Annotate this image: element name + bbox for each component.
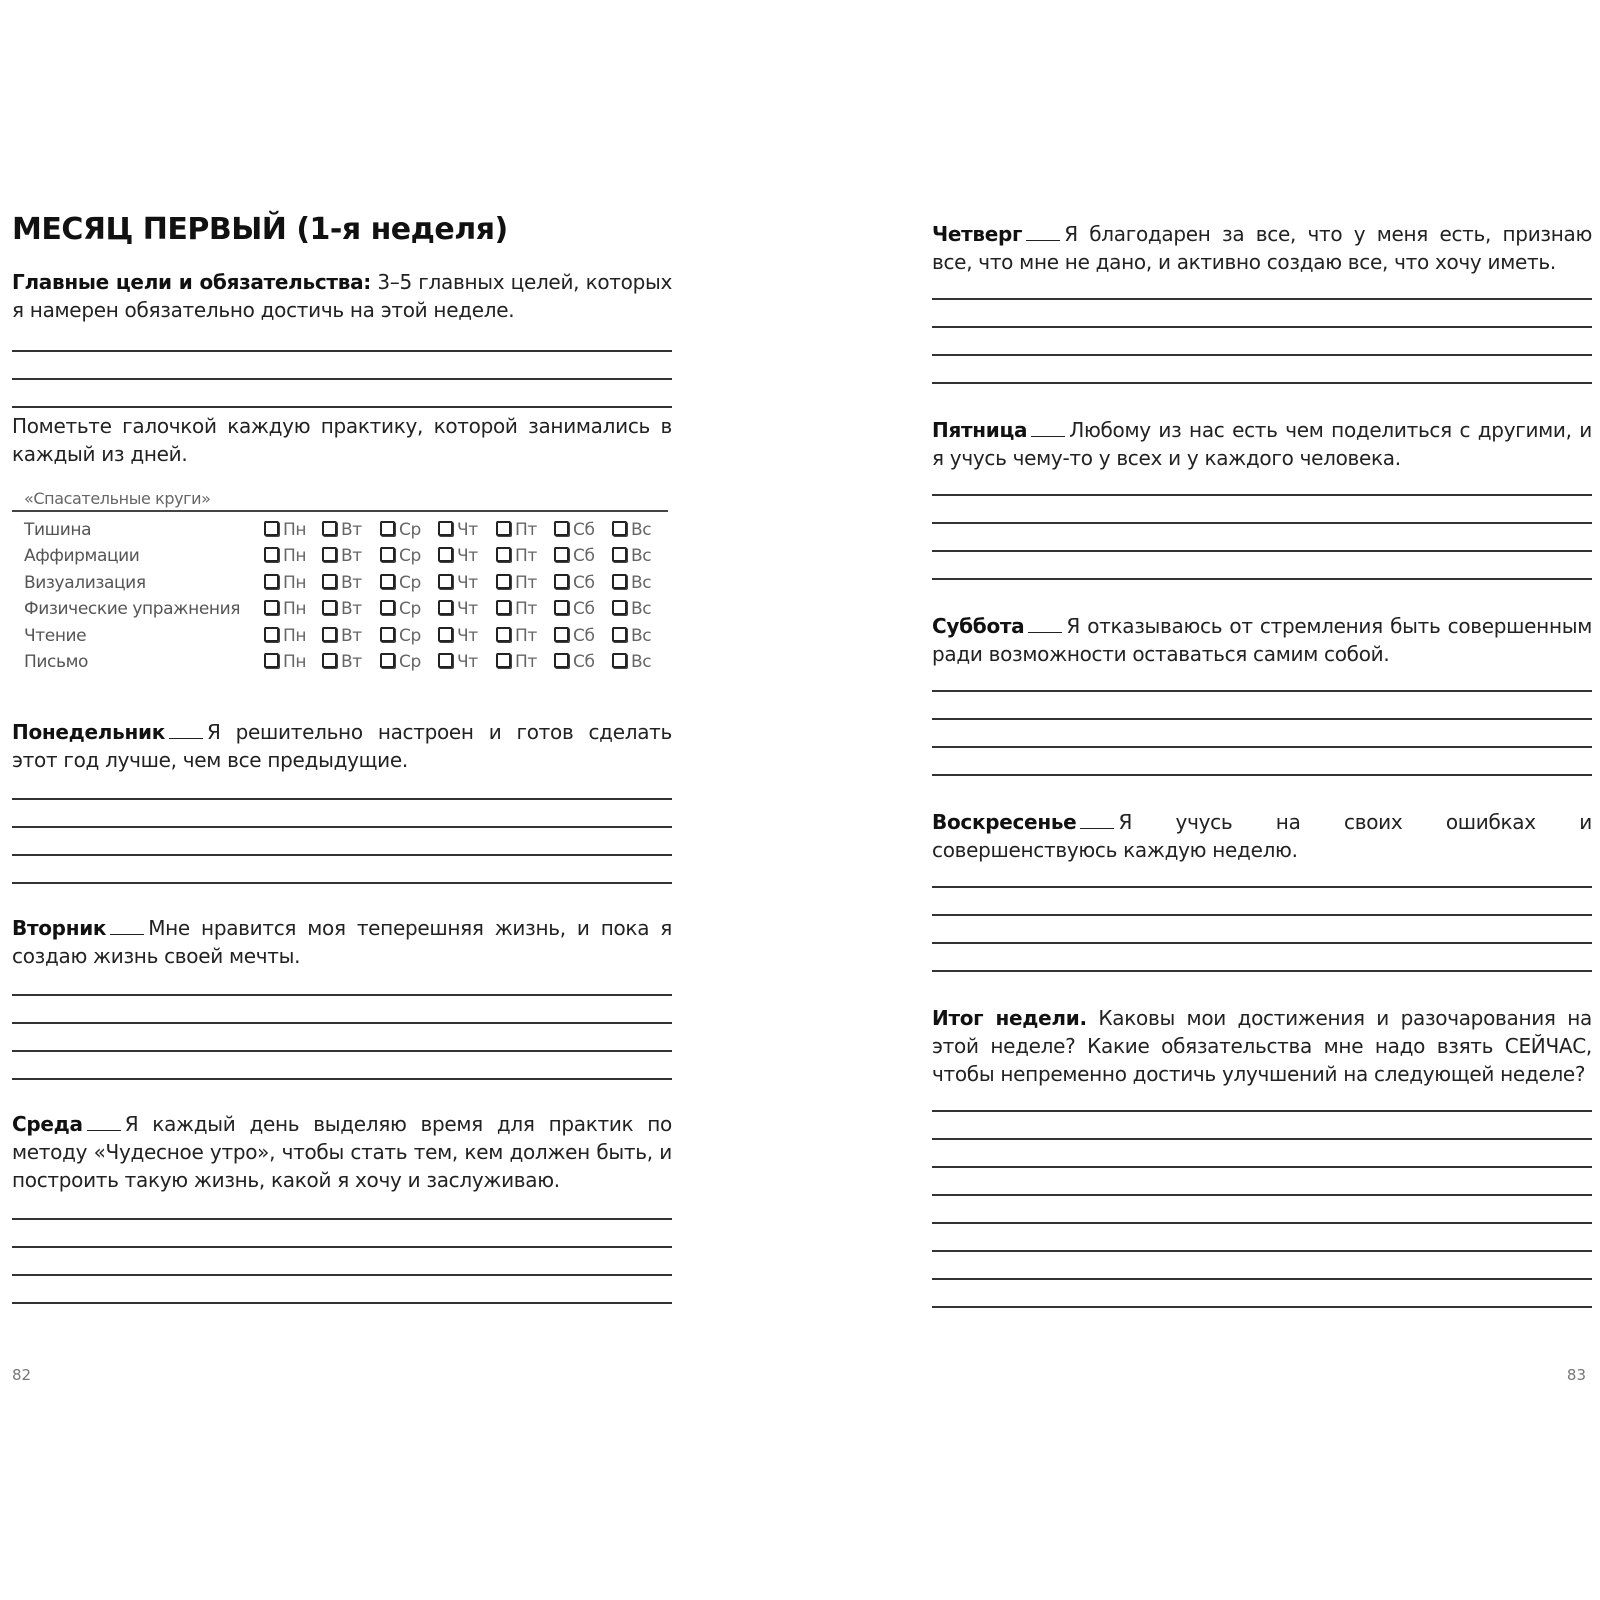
practice-name: Тишина — [24, 520, 92, 540]
day-checkbox[interactable] — [496, 626, 537, 646]
day-checkbox[interactable] — [322, 626, 362, 646]
checkbox-icon[interactable] — [380, 653, 395, 668]
checkbox-icon[interactable] — [264, 627, 279, 642]
entry-thursday — [932, 220, 1592, 276]
day-checkbox[interactable] — [322, 573, 362, 593]
day-checkbox[interactable] — [380, 652, 421, 672]
checkbox-icon[interactable] — [496, 521, 511, 536]
day-label: Сб — [573, 546, 595, 567]
checkbox-icon[interactable] — [322, 600, 337, 615]
checkbox-icon[interactable] — [380, 600, 395, 615]
writing-line[interactable] — [12, 1022, 672, 1024]
day-checkbox[interactable] — [380, 546, 421, 566]
day-checkbox[interactable] — [496, 599, 537, 619]
day-checkbox[interactable] — [264, 652, 306, 672]
writing-line[interactable] — [12, 378, 672, 380]
checkbox-icon[interactable] — [496, 547, 511, 562]
writing-line[interactable] — [12, 994, 672, 996]
writing-line[interactable] — [12, 1078, 672, 1080]
checkbox-icon[interactable] — [322, 653, 337, 668]
day-check-blank[interactable] — [1026, 239, 1060, 241]
day-label: Пт — [515, 546, 537, 567]
day-label: Сб — [573, 625, 595, 646]
entry-day: Среда — [12, 1112, 83, 1136]
day-checkbox[interactable] — [612, 546, 651, 566]
writing-line[interactable] — [932, 354, 1592, 356]
entry-wednesday — [12, 1110, 672, 1194]
entry-tuesday — [12, 914, 672, 970]
writing-line[interactable] — [932, 326, 1592, 328]
checkbox-icon[interactable] — [264, 574, 279, 589]
day-checkbox[interactable] — [438, 546, 478, 566]
day-label: Вс — [631, 652, 652, 672]
goals-text: 3–5 главных целей, которых я намерен обязательно достичь на этой неделе. — [12, 270, 673, 322]
entry-affirmation: Я благодарен за все, что у меня есть, признаю все, что мне не дано, и активно создаю все, что хочу иметь. — [932, 222, 1592, 274]
day-checkbox[interactable] — [380, 573, 421, 593]
day-label: Пт — [515, 652, 537, 672]
day-label: Вт — [341, 572, 362, 593]
checkbox-icon[interactable] — [554, 627, 569, 642]
day-label: Пн — [283, 546, 307, 567]
entry-day: Пятница — [932, 418, 1028, 442]
summary-label: Итог недели. — [932, 1006, 1087, 1030]
checkbox-icon[interactable] — [438, 547, 453, 562]
day-checkbox[interactable] — [612, 599, 651, 619]
day-checkbox[interactable] — [554, 573, 595, 593]
tracker-instruction: Пометьте галочкой каждую практику, которой занимались в каждый из дней. — [12, 414, 672, 466]
day-checkbox[interactable] — [264, 573, 306, 593]
checkbox-icon[interactable] — [438, 600, 453, 615]
practice-name: Аффирмации — [24, 546, 140, 567]
day-check-blank[interactable] — [1080, 827, 1114, 829]
checkbox-icon[interactable] — [612, 627, 627, 642]
entry-day: Вторник — [12, 916, 107, 940]
day-checkbox[interactable] — [438, 599, 478, 619]
day-checkbox[interactable] — [380, 599, 421, 619]
checkbox-icon[interactable] — [438, 627, 453, 642]
writing-line[interactable] — [12, 1302, 672, 1304]
checkbox-icon[interactable] — [496, 627, 511, 642]
day-checkbox[interactable] — [322, 599, 362, 619]
writing-line[interactable] — [12, 826, 672, 828]
day-label: Сб — [573, 520, 595, 540]
entry-saturday — [932, 612, 1592, 668]
entry-day: Воскресенье — [932, 810, 1077, 834]
checkbox-icon[interactable] — [496, 600, 511, 615]
day-checkbox[interactable] — [438, 652, 478, 672]
checkbox-icon[interactable] — [322, 627, 337, 642]
tracker-row — [24, 652, 664, 678]
writing-line[interactable] — [932, 1250, 1592, 1252]
day-label: Вс — [631, 546, 652, 567]
day-label: Вт — [341, 546, 362, 567]
checkbox-icon[interactable] — [496, 653, 511, 668]
entry-sunday — [932, 808, 1592, 864]
checkbox-icon[interactable] — [322, 574, 337, 589]
day-label: Ср — [399, 520, 421, 540]
entry-affirmation: Я решительно настроен и готов сделать этот год лучше, чем все предыдущие. — [12, 720, 672, 772]
writing-line[interactable] — [12, 1246, 672, 1248]
entry-monday — [12, 718, 672, 774]
day-label: Ср — [399, 572, 421, 593]
checkbox-icon[interactable] — [380, 627, 395, 642]
day-label: Пн — [283, 599, 307, 620]
day-label: Вт — [341, 625, 362, 646]
checkbox-icon[interactable] — [380, 547, 395, 562]
checkbox-icon[interactable] — [554, 600, 569, 615]
writing-line[interactable] — [12, 882, 672, 884]
day-checkbox[interactable] — [554, 626, 595, 646]
day-checkbox[interactable] — [612, 652, 651, 672]
checkbox-icon[interactable] — [264, 521, 279, 536]
day-checkbox[interactable] — [264, 546, 306, 566]
day-checkbox[interactable] — [264, 626, 306, 646]
day-checkbox[interactable] — [322, 652, 362, 672]
writing-line[interactable] — [932, 1194, 1592, 1196]
goals-label: Главные цели и обязательства: — [12, 270, 371, 294]
day-checkbox[interactable] — [322, 520, 362, 540]
writing-line[interactable] — [932, 970, 1592, 972]
checkbox-icon[interactable] — [264, 547, 279, 562]
entry-day: Понедельник — [12, 720, 165, 744]
goals-prompt — [12, 268, 672, 324]
checkbox-icon[interactable] — [264, 653, 279, 668]
writing-line[interactable] — [932, 1138, 1592, 1140]
day-checkbox[interactable] — [554, 652, 595, 672]
day-label: Вт — [341, 520, 362, 540]
tracker-section-label: «Спасательные круги» — [24, 489, 211, 508]
writing-line[interactable] — [932, 1166, 1592, 1168]
writing-line[interactable] — [12, 798, 672, 800]
checkbox-icon[interactable] — [322, 547, 337, 562]
writing-line[interactable] — [12, 406, 672, 408]
day-checkbox[interactable] — [554, 599, 595, 619]
day-label: Пн — [283, 625, 307, 646]
checkbox-icon[interactable] — [438, 653, 453, 668]
day-label: Пн — [283, 652, 307, 672]
day-checkbox[interactable] — [322, 546, 362, 566]
day-label: Чт — [457, 625, 478, 646]
day-label: Ср — [399, 546, 421, 567]
practice-name: Письмо — [24, 652, 89, 672]
writing-line[interactable] — [932, 494, 1592, 496]
checkbox-icon[interactable] — [554, 547, 569, 562]
day-label: Ср — [399, 652, 421, 672]
day-label: Вт — [341, 599, 362, 620]
day-label: Чт — [457, 572, 478, 593]
checkbox-icon[interactable] — [554, 521, 569, 536]
checkbox-icon[interactable] — [554, 653, 569, 668]
day-checkbox[interactable] — [496, 546, 537, 566]
day-checkbox[interactable] — [380, 520, 421, 540]
summary-text: Каковы мои достижения и разочарования на этой неделе? Какие обязательства мне надо взять СЕЙЧАС, чтобы непременно достичь улучшений на следующей неделе? — [932, 1006, 1592, 1086]
day-label: Сб — [573, 599, 595, 620]
day-label: Чт — [457, 520, 478, 540]
day-label: Пн — [283, 520, 307, 540]
practice-name: Чтение — [24, 625, 87, 646]
day-checkbox[interactable] — [496, 652, 537, 672]
day-label: Чт — [457, 599, 478, 620]
day-label: Ср — [399, 625, 421, 646]
entry-affirmation: Мне нравится моя теперешняя жизнь, и пока я создаю жизнь своей мечты. — [12, 916, 672, 968]
checkbox-icon[interactable] — [612, 653, 627, 668]
entry-affirmation: Я отказываюсь от стремления быть совершенным ради возможности оставаться самим собой. — [932, 614, 1592, 666]
checkbox-icon[interactable] — [612, 574, 627, 589]
day-checkbox[interactable] — [380, 626, 421, 646]
writing-line[interactable] — [12, 350, 672, 352]
day-label: Сб — [573, 652, 595, 672]
entry-day: Четверг — [932, 222, 1023, 246]
tracker-row — [24, 520, 664, 546]
writing-line[interactable] — [12, 1050, 672, 1052]
day-checkbox[interactable] — [612, 626, 651, 646]
day-label: Пт — [515, 599, 537, 620]
tracker-row — [24, 573, 664, 599]
writing-line[interactable] — [12, 1218, 672, 1220]
writing-line[interactable] — [12, 854, 672, 856]
day-checkbox[interactable] — [264, 520, 306, 540]
writing-line[interactable] — [932, 578, 1592, 580]
writing-line[interactable] — [12, 1274, 672, 1276]
writing-line[interactable] — [932, 690, 1592, 692]
writing-line[interactable] — [932, 914, 1592, 916]
day-checkbox[interactable] — [496, 573, 537, 593]
right-page — [932, 0, 1592, 1600]
entry-affirmation: Я учусь на своих ошибках и совершенствуюсь каждую неделю. — [932, 810, 1592, 862]
day-label: Ср — [399, 599, 421, 620]
tracker-row — [24, 546, 664, 572]
checkbox-icon[interactable] — [612, 600, 627, 615]
day-label: Пн — [283, 572, 307, 593]
day-label: Вт — [341, 652, 362, 672]
day-checkbox[interactable] — [496, 520, 537, 540]
checkbox-icon[interactable] — [554, 574, 569, 589]
day-label: Чт — [457, 652, 478, 672]
day-check-blank[interactable] — [169, 737, 203, 739]
day-checkbox[interactable] — [264, 599, 306, 619]
writing-line[interactable] — [932, 774, 1592, 776]
day-check-blank[interactable] — [1031, 435, 1065, 437]
tracker-row — [24, 599, 664, 625]
checkbox-icon[interactable] — [264, 600, 279, 615]
checkbox-icon[interactable] — [380, 574, 395, 589]
entry-day: Суббота — [932, 614, 1025, 638]
checkbox-icon[interactable] — [496, 574, 511, 589]
tracker-divider — [12, 510, 668, 512]
writing-line[interactable] — [932, 522, 1592, 524]
day-check-blank[interactable] — [110, 933, 144, 935]
day-label: Пт — [515, 572, 537, 593]
checkbox-icon[interactable] — [322, 521, 337, 536]
practice-name: Физические упражнения — [24, 599, 241, 620]
writing-line[interactable] — [932, 746, 1592, 748]
writing-line[interactable] — [932, 550, 1592, 552]
checkbox-icon[interactable] — [612, 521, 627, 536]
page-number: 83 — [1566, 1366, 1586, 1384]
writing-line[interactable] — [932, 886, 1592, 888]
day-label: Вс — [631, 572, 652, 593]
entry-affirmation: Любому из нас есть чем поделиться с другими, и я учусь чему-то у всех и у каждого человека. — [932, 418, 1592, 470]
day-checkbox[interactable] — [612, 573, 651, 593]
writing-line[interactable] — [932, 382, 1592, 384]
day-check-blank[interactable] — [87, 1129, 121, 1131]
checkbox-icon[interactable] — [612, 547, 627, 562]
day-check-blank[interactable] — [1028, 631, 1062, 633]
day-label: Вс — [631, 599, 652, 620]
day-label: Пт — [515, 625, 537, 646]
checkbox-icon[interactable] — [438, 574, 453, 589]
week-summary-prompt — [932, 1004, 1592, 1088]
writing-line[interactable] — [932, 1306, 1592, 1308]
day-label: Вс — [631, 625, 652, 646]
day-checkbox[interactable] — [438, 520, 478, 540]
writing-line[interactable] — [932, 298, 1592, 300]
writing-line[interactable] — [932, 1110, 1592, 1112]
day-label: Вс — [631, 520, 652, 540]
checkbox-icon[interactable] — [438, 521, 453, 536]
day-checkbox[interactable] — [554, 546, 595, 566]
day-checkbox[interactable] — [438, 626, 478, 646]
writing-line[interactable] — [932, 1222, 1592, 1224]
practice-name: Визуализация — [24, 572, 146, 593]
entry-friday — [932, 416, 1592, 472]
writing-line[interactable] — [932, 718, 1592, 720]
day-label: Сб — [573, 572, 595, 593]
day-checkbox[interactable] — [612, 520, 651, 540]
day-checkbox[interactable] — [554, 520, 595, 540]
tracker-row — [24, 626, 664, 652]
day-checkbox[interactable] — [438, 573, 478, 593]
day-label: Чт — [457, 546, 478, 567]
writing-line[interactable] — [932, 1278, 1592, 1280]
page-number: 82 — [12, 1366, 32, 1384]
entry-affirmation: Я каждый день выделяю время для практик по методу «Чудесное утро», чтобы стать тем, кем должен быть, и построить такую жизнь, какой я хочу и заслуживаю. — [12, 1112, 672, 1192]
left-page — [12, 0, 672, 1600]
page-title: МЕСЯЦ ПЕРВЫЙ (1-я неделя) — [12, 212, 508, 247]
day-label: Пт — [515, 520, 537, 540]
checkbox-icon[interactable] — [380, 521, 395, 536]
writing-line[interactable] — [932, 942, 1592, 944]
